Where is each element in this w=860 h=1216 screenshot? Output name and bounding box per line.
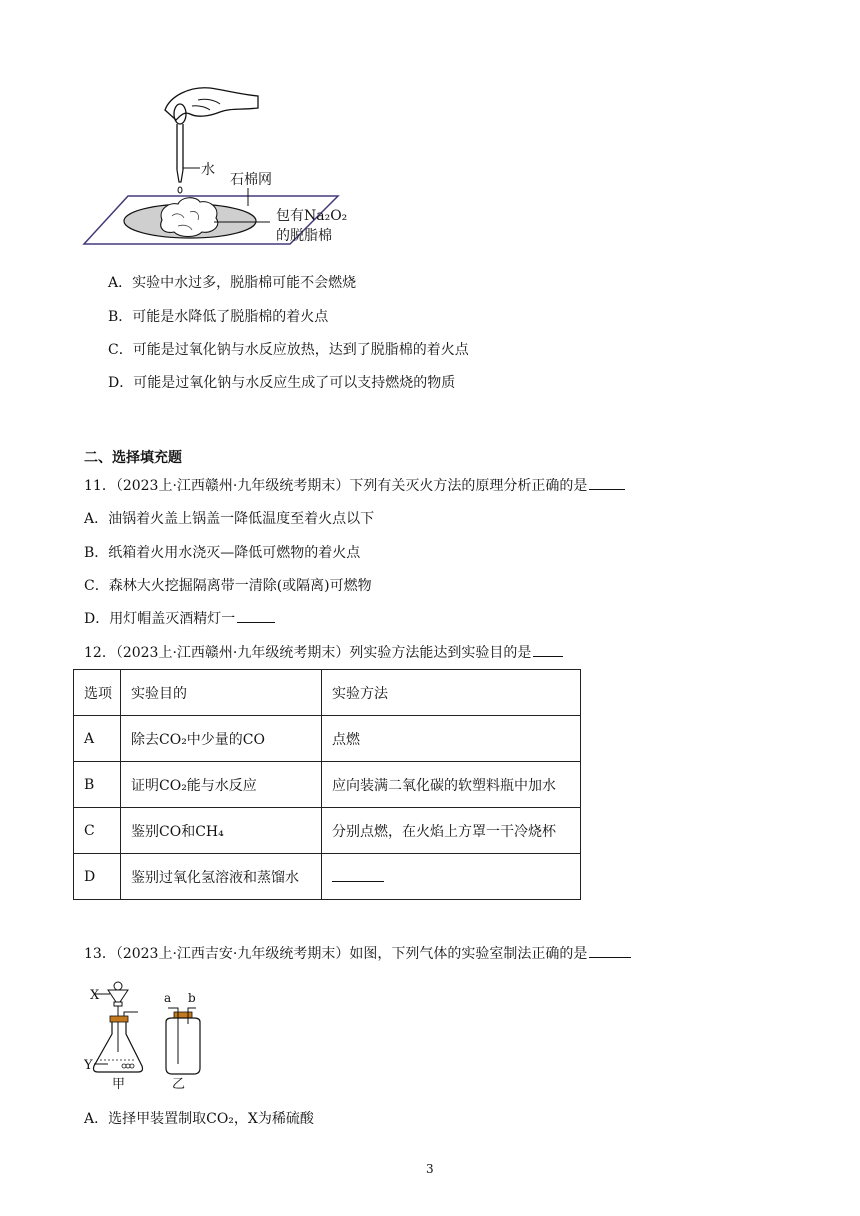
table-cell: 应向装满二氧化碳的软塑料瓶中加水 xyxy=(322,762,581,808)
q11-answer-blank[interactable] xyxy=(589,475,625,490)
label-water: 水 xyxy=(201,162,215,178)
q10-option-a: A．实验中水过多，脱脂棉可能不会燃烧 xyxy=(108,275,357,291)
label-y: Y xyxy=(84,1058,93,1073)
label-yi: 乙 xyxy=(172,1077,186,1092)
q11-option-d-line xyxy=(84,608,275,628)
q11-option-d-blank[interactable] xyxy=(237,608,275,623)
label-cotton-1: 包有Na₂O₂ xyxy=(276,208,348,224)
q12-answer-blank[interactable] xyxy=(533,642,563,657)
table-header-cell: 实验方法 xyxy=(322,670,581,716)
table-cell: 分别点燃，在火焰上方罩一干冷烧杯 xyxy=(322,808,581,854)
table-cell: 鉴别CO和CH₄ xyxy=(121,808,322,854)
q12-table-answer-blank[interactable] xyxy=(332,867,384,882)
table-cell: 证明CO₂能与水反应 xyxy=(121,762,322,808)
table-header-cell: 实验目的 xyxy=(121,670,322,716)
table-row xyxy=(74,716,581,762)
q10-option-d: D．可能是过氧化钠与水反应生成了可以支持燃烧的物质 xyxy=(108,375,456,391)
q12-stem-line xyxy=(84,642,563,662)
table-header-cell: 选项 xyxy=(74,670,121,716)
label-cotton-2: 的脱脂棉 xyxy=(276,228,332,244)
table-header-row xyxy=(74,670,581,716)
q10-option-b: B．可能是水降低了脱脂棉的着火点 xyxy=(108,309,329,325)
section-heading: 二、选择填充题 xyxy=(84,450,182,466)
q11-option-b: B．纸箱着火用水浇灭—降低可燃物的着火点 xyxy=(84,545,361,561)
table-row xyxy=(74,854,581,900)
table-cell-answer xyxy=(322,854,581,900)
label-x: X xyxy=(90,988,100,1003)
label-jia: 甲 xyxy=(112,1077,126,1092)
q11-option-a: A．油锅着火盖上锅盖一降低温度至着火点以下 xyxy=(84,511,375,527)
page-number: 3 xyxy=(426,1162,434,1176)
label-asbestos-net: 石棉网 xyxy=(230,172,272,188)
table-cell: D xyxy=(74,854,121,900)
label-b: b xyxy=(188,991,196,1005)
q11-stem-line xyxy=(84,475,625,495)
q11-option-d: D．用灯帽盖灭酒精灯一 xyxy=(84,611,236,627)
table-cell: 除去CO₂中少量的CO xyxy=(121,716,322,762)
table-cell: A xyxy=(74,716,121,762)
q13-option-a: A．选择甲装置制取CO₂，X为稀硫酸 xyxy=(84,1111,314,1127)
table-cell: 鉴别过氧化氢溶液和蒸馏水 xyxy=(121,854,322,900)
table-cell: B xyxy=(74,762,121,808)
table-cell: 点燃 xyxy=(322,716,581,762)
figure-dropper-experiment xyxy=(80,78,370,248)
q11-option-c: C．森林大火挖掘隔离带一清除(或隔离)可燃物 xyxy=(84,578,372,594)
q12-stem: 12．（2023上·江西赣州·九年级统考期末）列实验方法能达到实验目的是 xyxy=(84,645,532,661)
q13-stem-line xyxy=(84,943,631,963)
q11-stem: 11．（2023上·江西赣州·九年级统考期末）下列有关灭火方法的原理分析正确的是 xyxy=(84,478,588,494)
q13-answer-blank[interactable] xyxy=(589,943,631,958)
table-cell: C xyxy=(74,808,121,854)
label-a: a xyxy=(164,991,172,1005)
table-row xyxy=(74,762,581,808)
figure-gas-apparatus xyxy=(80,972,220,1092)
q12-table xyxy=(73,669,581,900)
q13-stem: 13．（2023上·江西吉安·九年级统考期末）如图，下列气体的实验室制法正确的是 xyxy=(84,946,588,962)
q10-option-c: C．可能是过氧化钠与水反应放热，达到了脱脂棉的着火点 xyxy=(108,342,469,358)
table-row xyxy=(74,808,581,854)
